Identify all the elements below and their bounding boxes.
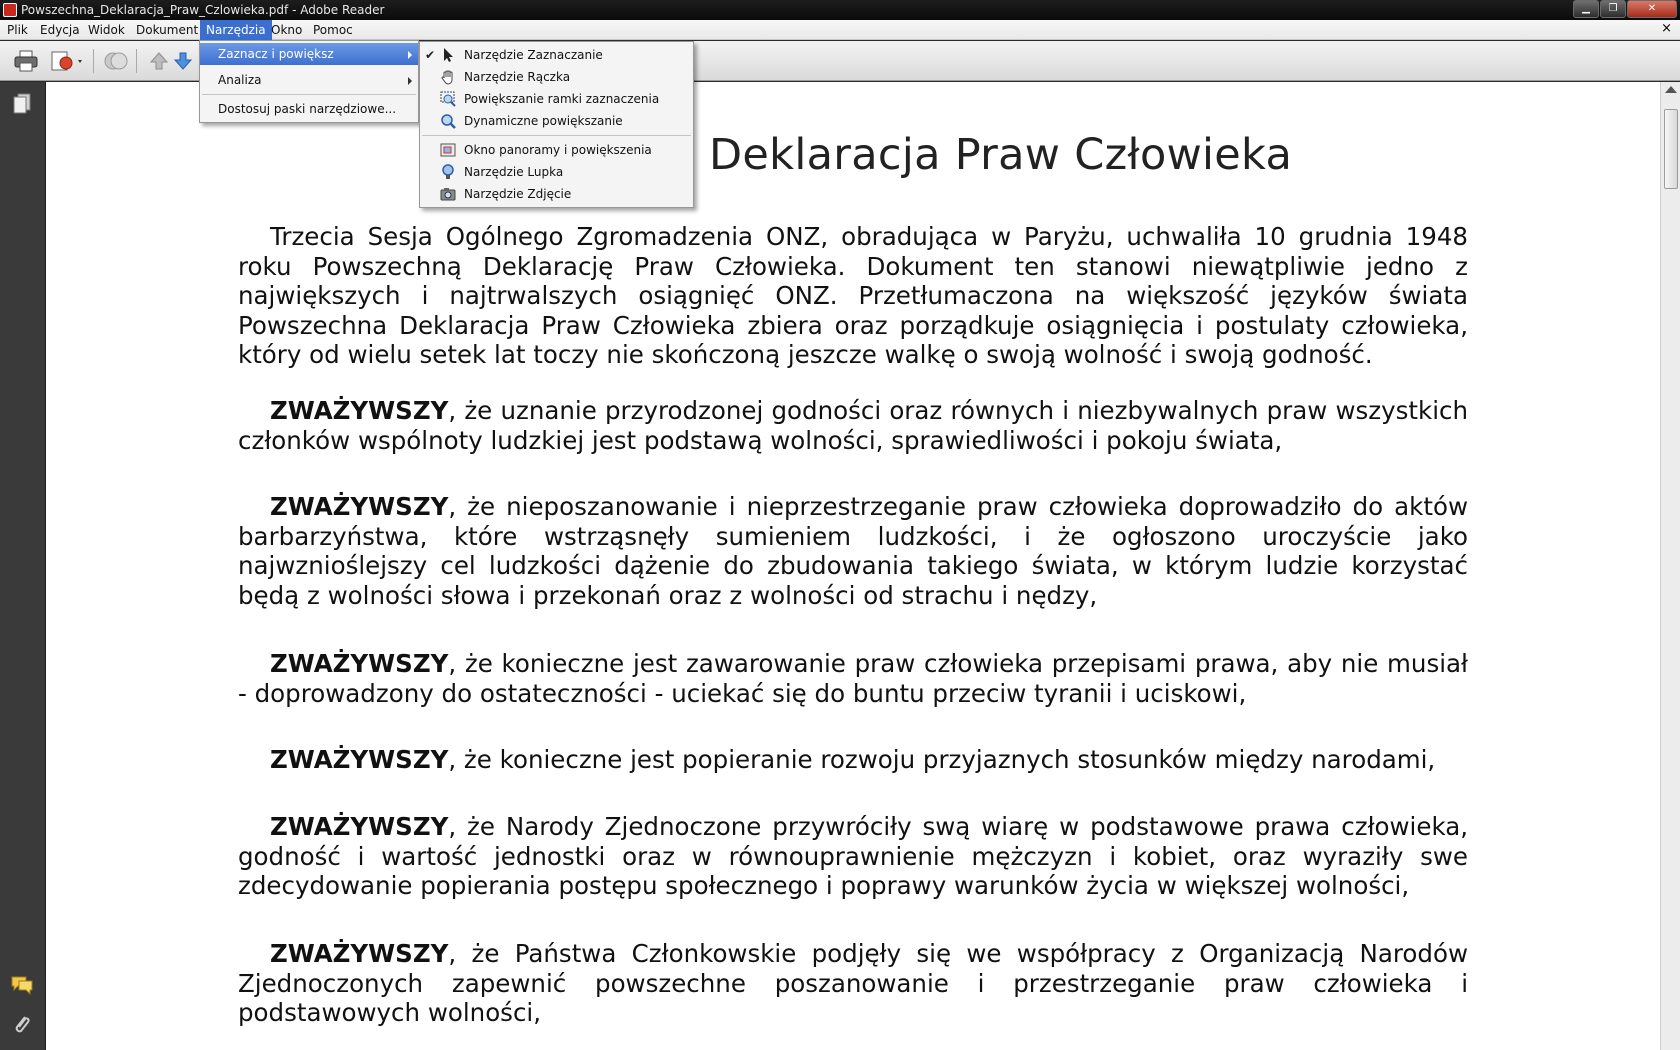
- menu-item-label: Analiza: [218, 73, 262, 87]
- menu-item-customize-toolbars[interactable]: [200, 98, 418, 120]
- menu-widok[interactable]: Widok: [88, 23, 125, 37]
- arrow-down-icon: [172, 47, 194, 75]
- collaborate-icon: [102, 47, 130, 75]
- intro-text: Trzecia Sesja Ogólnego Zgromadzenia ONZ, obradująca w Paryżu, uchwaliła 10 grudnia 1948 roku Powszechną Deklarację Praw Człowieka. Dokument ten stanowi niewątpliwie jedno z największych i najtrwalszych osiągnięć ONZ. Przetłumaczona na większość języków świata Powszechna Deklaracja Praw Człowieka zbiera oraz porządkuje osiągnięcia i postulaty człowieka, który od wielu setek lat toczy nie skończoną jeszcze walkę o swoją wolność i swoją godność.: [238, 222, 1468, 370]
- menu-separator: [202, 94, 416, 95]
- print-button[interactable]: [12, 47, 40, 75]
- previous-page-button[interactable]: [148, 47, 170, 75]
- submenu-item-label: Dynamiczne powiększanie: [464, 114, 623, 128]
- check-icon: ✔: [425, 48, 436, 62]
- menu-okno[interactable]: Okno: [271, 23, 303, 37]
- email-export-button[interactable]: [48, 47, 88, 75]
- menu-bar: [0, 20, 1680, 40]
- submenu-item-label: Narzędzie Zaznaczanie: [464, 48, 603, 62]
- submenu-item-marquee-zoom[interactable]: [420, 88, 693, 110]
- marquee-zoom-icon: [440, 91, 456, 107]
- menu-pomoc[interactable]: Pomoc: [313, 23, 353, 37]
- clause-text: , że konieczne jest popieranie rozwoju przyjaznych stosunków między narodami,: [448, 745, 1436, 774]
- paperclip-icon: [9, 1012, 35, 1036]
- select-zoom-submenu: [419, 41, 694, 208]
- tools-menu: [199, 40, 419, 123]
- close-window-button[interactable]: ✕: [1627, 0, 1677, 18]
- collaborate-button[interactable]: [102, 47, 130, 75]
- submenu-item-pan-zoom-window[interactable]: [420, 139, 693, 161]
- submenu-item-dynamic-zoom[interactable]: [420, 110, 693, 132]
- window-title: Powszechna_Deklaracja_Praw_Czlowieka.pdf - Adobe Reader: [21, 3, 385, 17]
- submenu-item-label: Okno panoramy i powiększenia: [464, 143, 652, 157]
- scroll-up-icon[interactable]: [1665, 86, 1677, 93]
- menu-dokument[interactable]: Dokument: [136, 23, 199, 37]
- clause-text: , że nieposzanowanie i nieprzestrzeganie praw człowieka doprowadziło do aktów barbarzyństwa, które wstrząsnęły sumieniem ludzkości, i że ogłoszono uroczyście jako najwznioślejszy cel ludzkości dążenie do zbudowania takiego świata, w którym ludzie korzystać będą z wolności słowa i przekonań oraz z wolności od strachu i nędzy,: [238, 492, 1468, 610]
- submenu-item-label: Narzędzie Lupka: [464, 165, 564, 179]
- adobe-reader-icon: [3, 3, 17, 17]
- minimize-button[interactable]: ▁: [1573, 0, 1599, 18]
- clause-keyword: ZWAŻYWSZY: [270, 396, 449, 425]
- clause-paragraph: [238, 492, 1468, 610]
- toolbar-separator: [136, 49, 137, 73]
- clause-keyword: ZWAŻYWSZY: [270, 745, 449, 774]
- attachments-panel-button[interactable]: [9, 1012, 35, 1036]
- clause-text: , że Państwa Członkowskie podjęły się we współpracy z Organizacją Narodów Zjednoczonych zapewnić powszechne poszanowanie i przestrzeganie praw człowieka i podstawowych wolności,: [238, 939, 1468, 1028]
- clause-text: , że Narody Zjednoczone przywróciły swą wiarę w podstawowe prawa człowieka, godność i wartość jednostki oraz w równouprawnienie mężczyzn i kobiet, oraz wyraziły swe zdecydowanie popierania postępu społecznego i poprawy warunków życia w większej wolności,: [238, 812, 1468, 901]
- pages-icon: [9, 92, 35, 116]
- snapshot-icon: [440, 186, 456, 202]
- submenu-arrow-icon: [408, 77, 412, 85]
- submenu-item-select-tool[interactable]: [420, 44, 693, 66]
- submenu-item-label: Narzędzie Rączka: [464, 70, 571, 84]
- dynamic-zoom-icon: [440, 113, 456, 129]
- intro-paragraph: [238, 222, 1468, 370]
- close-document-icon[interactable]: ×: [1661, 21, 1672, 36]
- comments-panel-button[interactable]: [9, 972, 35, 996]
- arrow-up-icon: [148, 47, 170, 75]
- clause-text: , że uznanie przyrodzonej godności oraz równych i niezbywalnych praw wszystkich członków wspólnoty ludzkiej jest podstawą wolności, sprawiedliwości i pokoju świata,: [238, 396, 1468, 455]
- clause-paragraph: [238, 745, 1468, 775]
- scrollbar-thumb[interactable]: [1664, 109, 1678, 189]
- clause-keyword: ZWAŻYWSZY: [270, 649, 449, 678]
- menu-item-select-zoom[interactable]: [200, 43, 418, 65]
- submenu-arrow-icon: [408, 51, 412, 59]
- next-page-button[interactable]: [172, 47, 194, 75]
- clause-paragraph: [238, 939, 1468, 1028]
- toolbar-separator: [93, 49, 94, 73]
- menu-edycja[interactable]: Edycja: [40, 23, 80, 37]
- submenu-item-snapshot-tool[interactable]: [420, 183, 693, 205]
- vertical-scrollbar[interactable]: [1660, 82, 1680, 1050]
- menu-item-label: Zaznacz i powiększ: [218, 47, 334, 61]
- attach-document-icon: [48, 47, 88, 75]
- submenu-item-hand-tool[interactable]: [420, 66, 693, 88]
- hand-icon: [440, 69, 456, 85]
- clause-paragraph: [238, 812, 1468, 901]
- submenu-item-label: Powiększanie ramki zaznaczenia: [464, 92, 660, 106]
- submenu-item-loupe-tool[interactable]: [420, 161, 693, 183]
- submenu-item-label: Narzędzie Zdjęcie: [464, 187, 572, 201]
- menu-narzedzia[interactable]: Narzędzia: [200, 20, 272, 40]
- pages-panel-button[interactable]: [9, 92, 35, 116]
- comments-icon: [9, 972, 35, 996]
- title-bar: [0, 0, 1680, 20]
- clause-keyword: ZWAŻYWSZY: [270, 812, 449, 841]
- document-title: Deklaracja Praw Człowieka: [709, 130, 1293, 180]
- clause-keyword: ZWAŻYWSZY: [270, 939, 449, 968]
- document-page: [46, 82, 1660, 1050]
- menu-plik[interactable]: Plik: [7, 23, 28, 37]
- clause-paragraph: [238, 649, 1468, 708]
- navigation-pane: [0, 82, 46, 1050]
- menu-item-label: Dostosuj paski narzędziowe...: [218, 102, 397, 116]
- clause-text: , że konieczne jest zawarowanie praw człowieka przepisami prawa, aby nie musiał - doprowadzony do ostateczności - uciekać się do buntu przeciw tyranii i uciskowi,: [238, 649, 1468, 708]
- maximize-button[interactable]: ❐: [1600, 0, 1626, 18]
- clause-paragraph: [238, 396, 1468, 455]
- menu-item-analysis[interactable]: [200, 69, 418, 91]
- menu-separator: [422, 135, 691, 136]
- printer-icon: [12, 47, 40, 75]
- select-arrow-icon: [440, 47, 456, 63]
- clause-keyword: ZWAŻYWSZY: [270, 492, 449, 521]
- pan-zoom-window-icon: [440, 142, 456, 158]
- loupe-icon: [440, 164, 456, 180]
